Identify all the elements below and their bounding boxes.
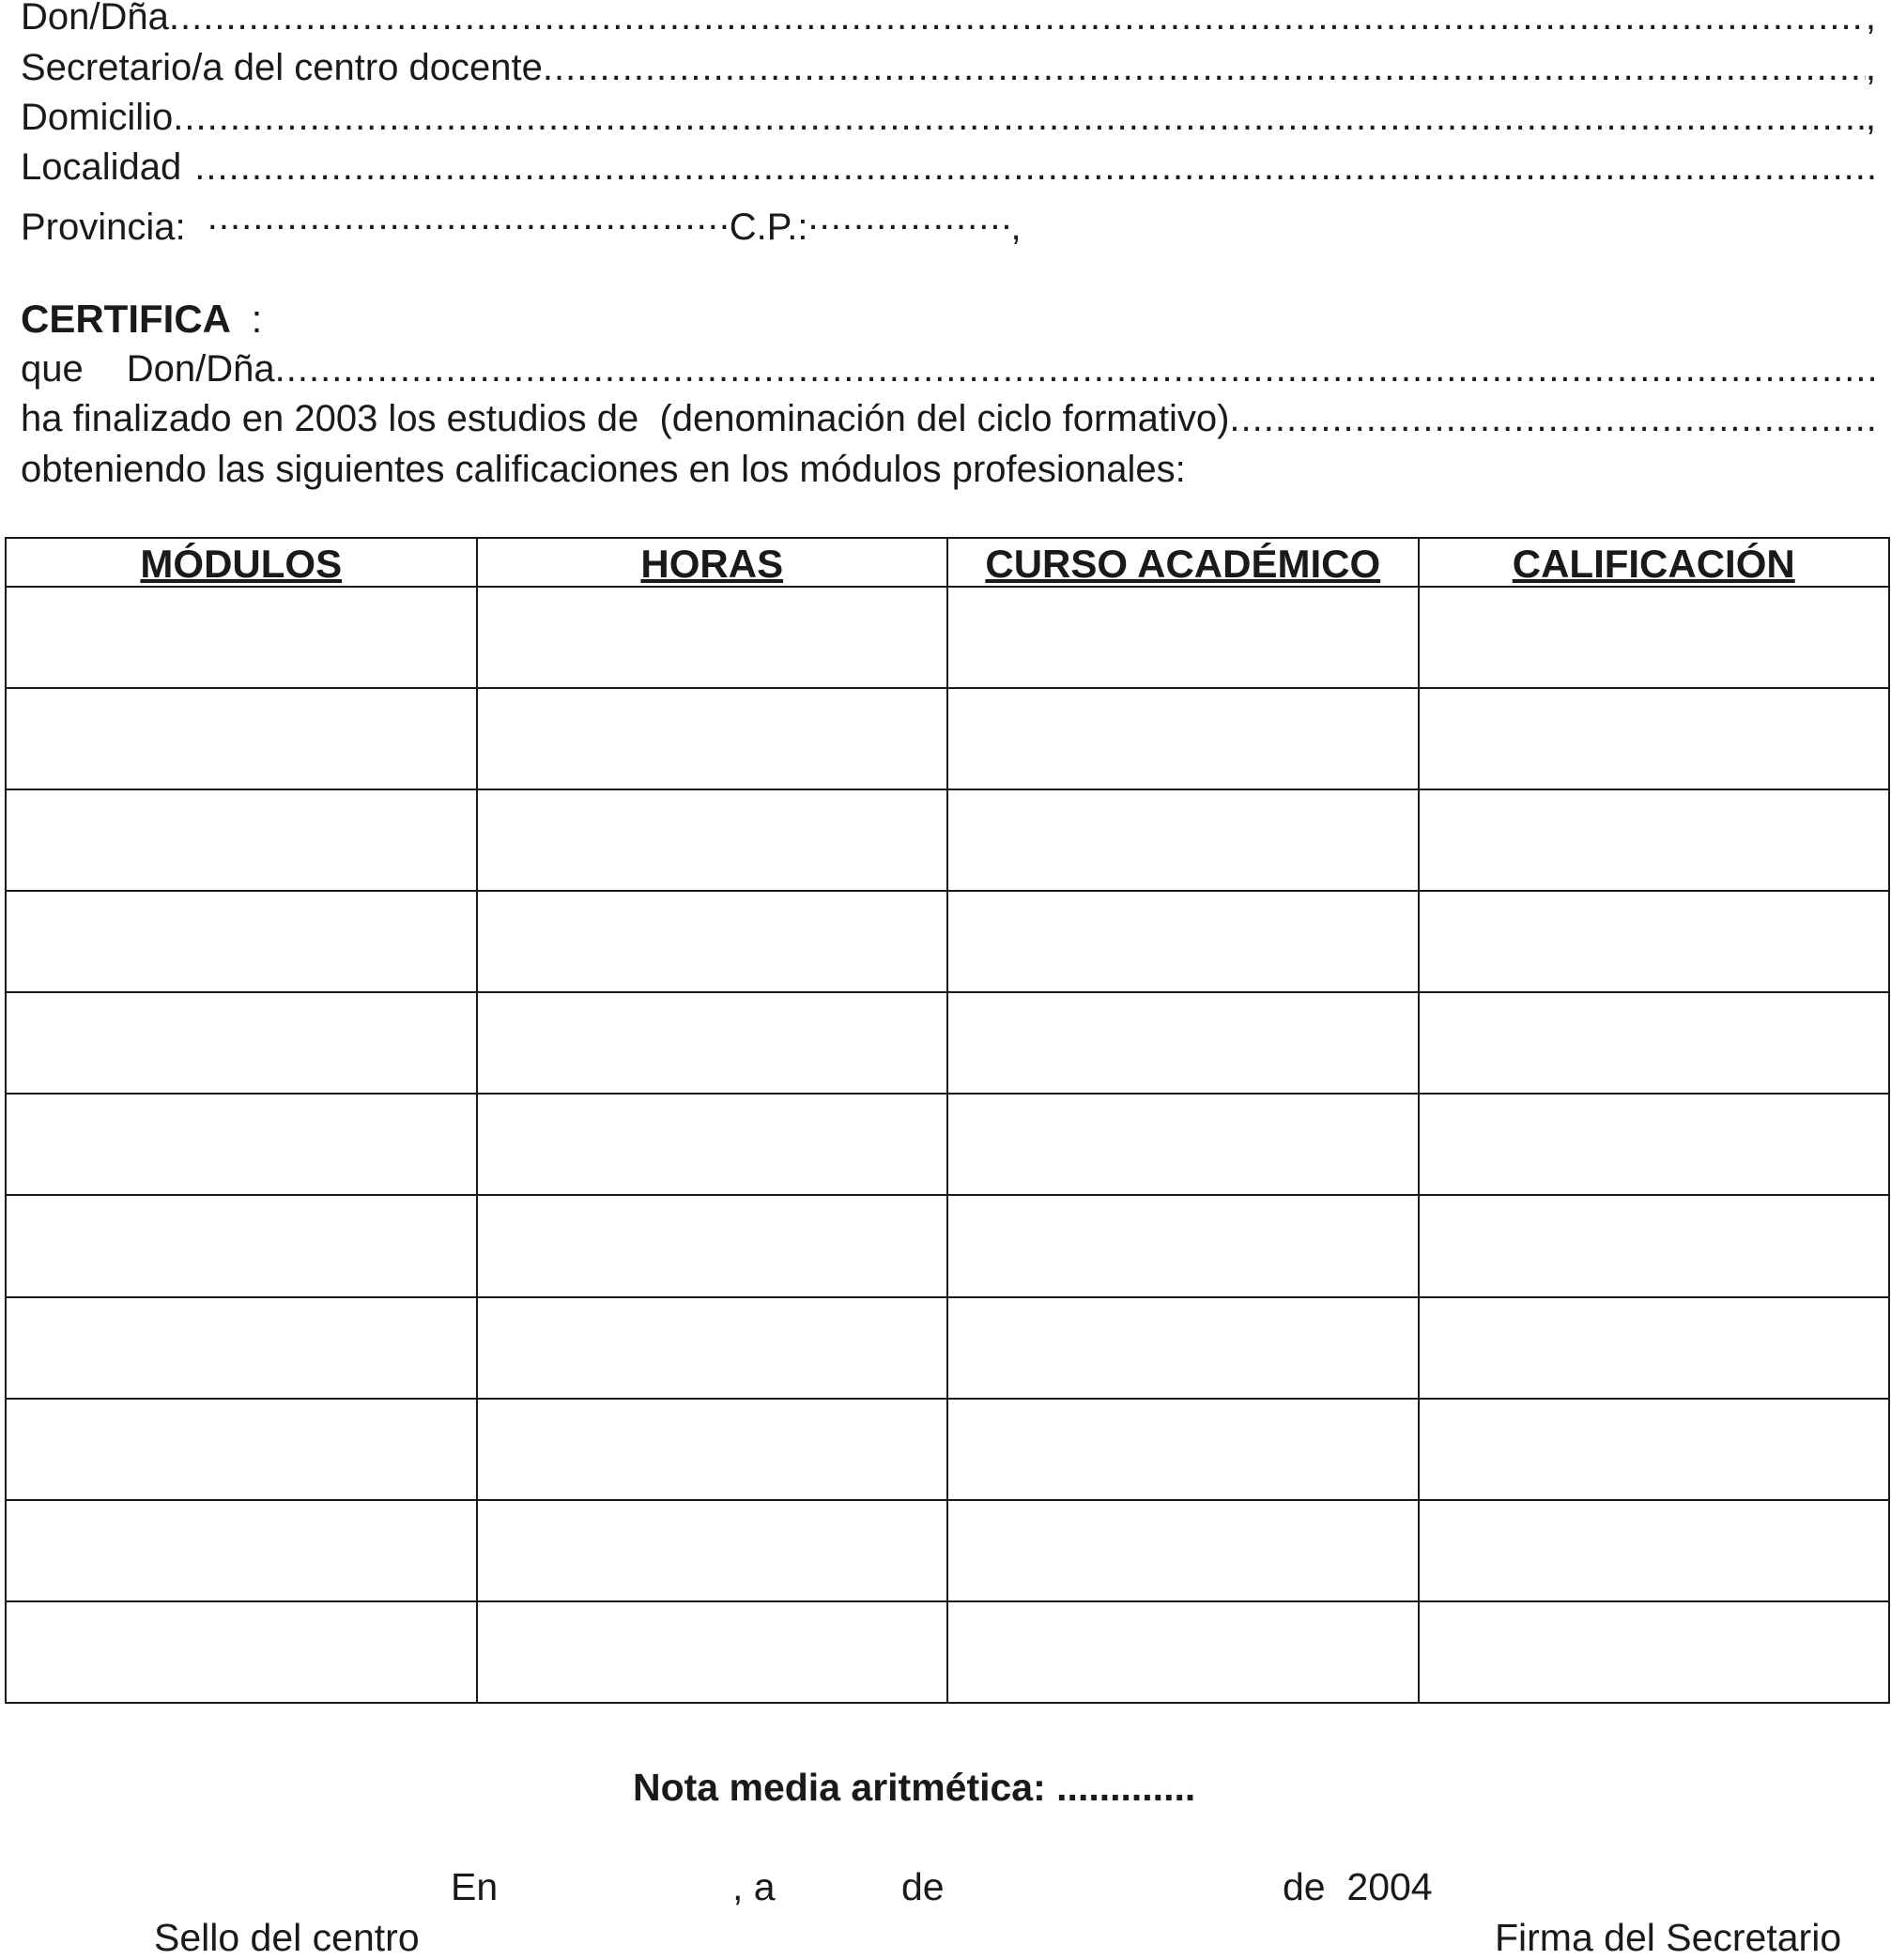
table-row [6, 789, 1889, 891]
cell-modulo[interactable] [6, 688, 477, 789]
obteniendo-text: obteniendo las siguientes calificaciones en los módulos profesionales: [21, 449, 1186, 490]
cell-curso[interactable] [947, 1601, 1419, 1703]
cell-calificacion[interactable] [1419, 1195, 1890, 1296]
cell-horas[interactable] [477, 891, 948, 992]
cell-calificacion[interactable] [1419, 1399, 1890, 1500]
cell-modulo[interactable] [6, 1500, 477, 1601]
field-localidad[interactable] [21, 145, 1876, 190]
field-secretario[interactable] [21, 45, 1876, 90]
don-dna-fill-line[interactable] [169, 0, 1866, 39]
cell-calificacion[interactable] [1419, 1601, 1890, 1703]
table-row [6, 1500, 1889, 1601]
table-row [6, 587, 1889, 688]
cell-curso[interactable] [947, 891, 1419, 992]
footer-en: En [451, 1865, 499, 1908]
cp-fill-line[interactable] [808, 194, 1011, 239]
cell-curso[interactable] [947, 1094, 1419, 1195]
cell-calificacion[interactable] [1419, 1500, 1890, 1601]
cp-label: C.P.: [729, 207, 808, 248]
cell-horas[interactable] [477, 1094, 948, 1195]
field-don-dna[interactable] [21, 0, 1876, 39]
certifica-title: CERTIFICA [21, 297, 231, 341]
cp-comma: , [1010, 207, 1022, 248]
firma-secretario: Firma del Secretario [1495, 1916, 1842, 1959]
certifica-heading [21, 297, 262, 342]
secretario-comma: , [1865, 47, 1876, 88]
certifica-colon: : [251, 297, 263, 341]
cell-curso[interactable] [947, 587, 1419, 688]
cell-calificacion[interactable] [1419, 688, 1890, 789]
cell-curso[interactable] [947, 1399, 1419, 1500]
don-dna-comma: , [1865, 0, 1876, 38]
secretario-label: Secretario/a del centro docente [21, 47, 543, 88]
field-domicilio[interactable] [21, 95, 1876, 140]
footer-year: de 2004 [1283, 1865, 1433, 1908]
cell-calificacion[interactable] [1419, 992, 1890, 1094]
finalizado-label: ha finalizado en 2003 los estudios de (denominación del ciclo formativo) [21, 398, 1230, 439]
domicilio-comma: , [1865, 97, 1876, 138]
ciclo-formativo-fill-line[interactable] [1229, 396, 1876, 441]
cell-curso[interactable] [947, 789, 1419, 891]
cell-horas[interactable] [477, 688, 948, 789]
cell-horas[interactable] [477, 992, 948, 1094]
cell-curso[interactable] [947, 688, 1419, 789]
footer-de: de [901, 1865, 945, 1908]
provincia-label: Provincia: [21, 207, 186, 248]
nota-media-label: Nota media aritmética: [633, 1766, 1046, 1809]
sello-centro: Sello del centro [154, 1916, 420, 1959]
cell-modulo[interactable] [6, 587, 477, 688]
cell-curso[interactable] [947, 992, 1419, 1094]
cell-curso[interactable] [947, 1297, 1419, 1399]
field-que-don-dna[interactable] [21, 346, 1876, 391]
cell-calificacion[interactable] [1419, 587, 1890, 688]
header-horas: HORAS [477, 538, 948, 587]
cell-modulo[interactable] [6, 1399, 477, 1500]
cell-horas[interactable] [477, 587, 948, 688]
table-row [6, 891, 1889, 992]
cell-calificacion[interactable] [1419, 1297, 1890, 1399]
table-row [6, 1195, 1889, 1296]
table-row [6, 1094, 1889, 1195]
nota-media [633, 1765, 1195, 1810]
cell-curso[interactable] [947, 1500, 1419, 1601]
cell-calificacion[interactable] [1419, 1094, 1890, 1195]
field-ciclo-formativo[interactable] [21, 396, 1876, 441]
cell-horas[interactable] [477, 1195, 948, 1296]
domicilio-fill-line[interactable] [173, 95, 1866, 140]
cell-modulo[interactable] [6, 1601, 477, 1703]
don-dna-label: Don/Dña [21, 0, 169, 38]
header-modulos: MÓDULOS [6, 538, 477, 587]
nota-media-value[interactable]: ............. [1056, 1766, 1196, 1809]
cell-horas[interactable] [477, 789, 948, 891]
header-calificacion: CALIFICACIÓN [1419, 538, 1890, 587]
cell-horas[interactable] [477, 1399, 948, 1500]
cell-horas[interactable] [477, 1297, 948, 1399]
localidad-fill-line[interactable] [194, 145, 1876, 190]
table-header-row [6, 538, 1889, 587]
secretario-fill-line[interactable] [543, 45, 1866, 90]
header-curso-academico: CURSO ACADÉMICO [947, 538, 1419, 587]
table-row [6, 688, 1889, 789]
cell-horas[interactable] [477, 1500, 948, 1601]
localidad-label: Localidad [21, 146, 182, 188]
cell-curso[interactable] [947, 1195, 1419, 1296]
que-don-dna-fill-line[interactable] [275, 346, 1876, 391]
grades-table [5, 537, 1890, 1704]
cell-horas[interactable] [477, 1601, 948, 1703]
cell-modulo[interactable] [6, 891, 477, 992]
que-label: que [21, 348, 84, 390]
domicilio-label: Domicilio [21, 97, 174, 138]
provincia-fill-line[interactable] [208, 194, 730, 239]
field-provincia-cp[interactable] [21, 194, 1022, 250]
cell-modulo[interactable] [6, 1297, 477, 1399]
cell-modulo[interactable] [6, 1195, 477, 1296]
que-don-dna-label: Don/Dña [126, 348, 275, 390]
table-row [6, 992, 1889, 1094]
cell-calificacion[interactable] [1419, 891, 1890, 992]
cell-calificacion[interactable] [1419, 789, 1890, 891]
table-row [6, 1297, 1889, 1399]
table-row [6, 1399, 1889, 1500]
cell-modulo[interactable] [6, 789, 477, 891]
table-row [6, 1601, 1889, 1703]
cell-modulo[interactable] [6, 992, 477, 1094]
footer-a: , a [732, 1865, 776, 1908]
cell-modulo[interactable] [6, 1094, 477, 1195]
